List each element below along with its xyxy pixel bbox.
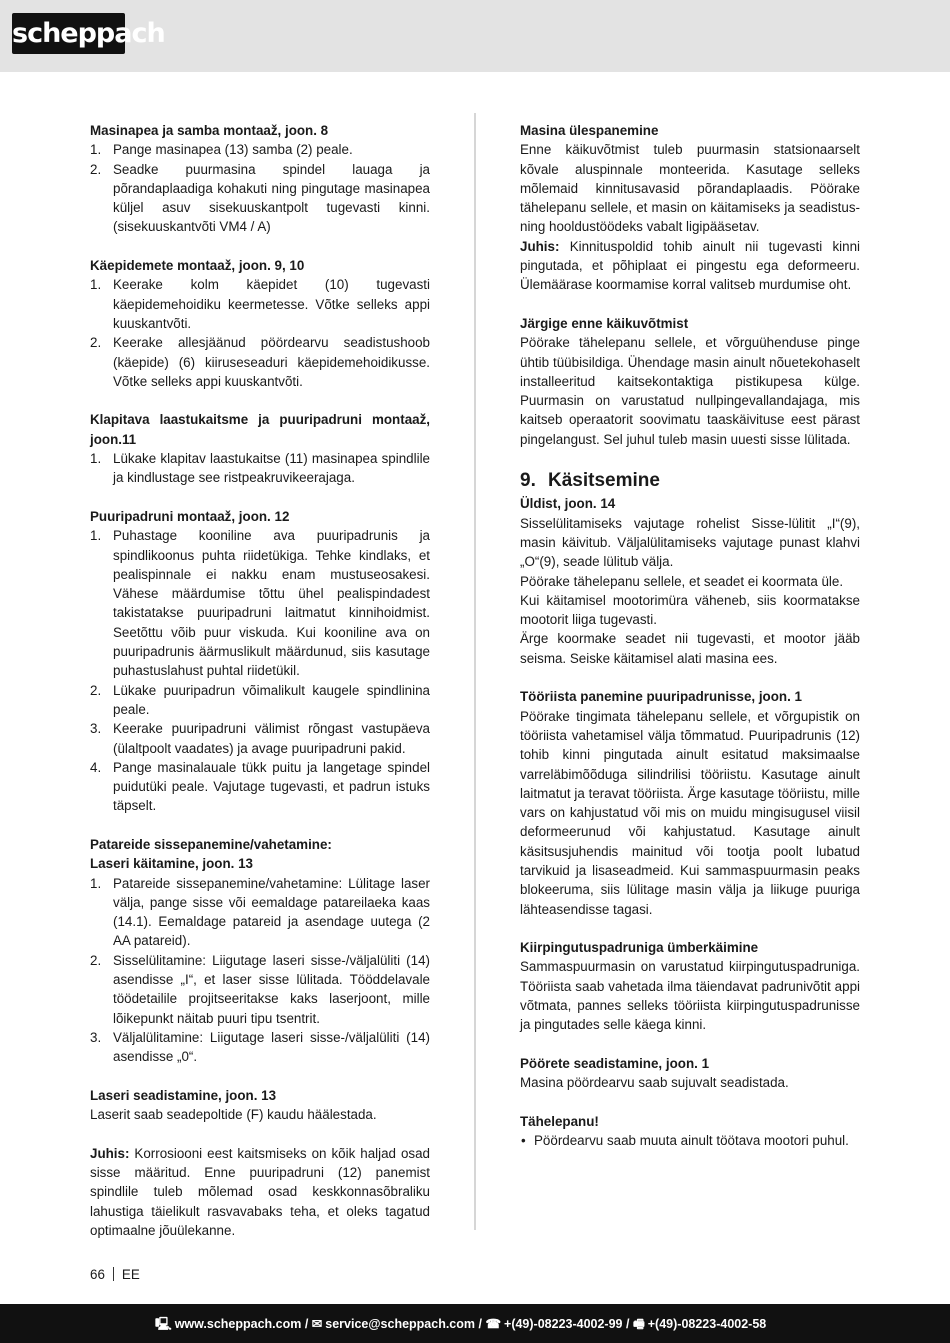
item-text: Pöördearvu saab muuta ainult töötava mootori puhul. (534, 1133, 849, 1149)
page-number (90, 1266, 140, 1284)
chapter-name: Käsitsemine (548, 470, 660, 492)
section-heading: Järgige enne käikuvõtmist (520, 315, 689, 331)
section-heading: Tööriista panemine puuripadrunisse, joon. 1 (520, 689, 802, 705)
left-column (90, 121, 430, 1240)
item-text: Väljalülitamine: Liigutage laseri sisse-/väljalüliti (14) asendisse „0“. (113, 1029, 430, 1065)
step-list (90, 526, 430, 815)
list-item (90, 275, 430, 333)
section-quick-chuck (520, 938, 860, 1034)
section-batteries-laser (90, 835, 430, 1067)
list-item (90, 1028, 430, 1067)
list-item (90, 449, 430, 488)
section-heading: Klapitava laastukaitsme ja puuripadruni montaaž, joon.11 (90, 412, 430, 447)
list-item (90, 758, 430, 816)
step-list (90, 140, 430, 236)
item-number: 2. (90, 952, 102, 968)
item-number: 1. (90, 142, 102, 158)
list-item (90, 160, 430, 237)
chapter-number: 9. (520, 470, 536, 492)
section-heading: Kiirpingutuspadruniga ümberkäimine (520, 940, 759, 956)
section-text: Pöörake tähelepanu sellele, et seadet ei koormata üle. (520, 573, 844, 589)
note-text: Kinnituspoldid tohib ainult nii tugevasti kinni pingutada, et põhiplaat ei pingestu ega deformeeru. Ülemäärase koormamise korral valitseb murdumise oht. (520, 238, 860, 293)
section-chip-guard (90, 410, 430, 487)
footer-fax: +(49)-08223-4002-58 (647, 1317, 767, 1331)
section-setup (520, 121, 860, 295)
section-heading: Käepidemete montaaž, joon. 9, 10 (90, 258, 305, 274)
section-subheading: Laseri käitamine, joon. 13 (90, 856, 253, 872)
header-bar (0, 0, 950, 72)
footer-web-link[interactable]: www.scheppach.com (174, 1317, 302, 1331)
list-item (90, 681, 430, 720)
section-attention (520, 1112, 860, 1151)
item-text: Pange masinapea (13) samba (2) peale. (113, 142, 353, 158)
item-text: Keerake allesjäänud pöördearvu seadistushoob (käepide) (6) kiiruseseaduri käepidemehoidikusse. Võtke selleks appi kuuskantvõti. (113, 335, 430, 389)
item-text: Sisselülitamine: Liigutage laseri sisse-/väljalüliti (14) asendisse „I“, et laser sisse lülitada. Tööddelavale töödetailile projitseeritakse kaks laserjoont, mille lõikepunkt näitab puuri tipu tsentrit. (113, 952, 430, 1026)
list-item (90, 140, 430, 159)
fax-icon: 🖷︎ (632, 1317, 645, 1331)
phone-icon: ☎︎ (485, 1317, 502, 1331)
language-code: EE (121, 1267, 140, 1282)
bullet-icon: • (521, 1133, 526, 1149)
step-list (90, 874, 430, 1067)
mail-icon: ✉︎ (311, 1317, 323, 1331)
chapter-title (520, 468, 860, 494)
section-text: Sisselülitamiseks vajutage rohelist Sisse-lülitit „I“(9), masin käivitub. Väljalülitamiseks vajutage punast klahvi „O“(9), seade lülitub välja. (520, 515, 860, 570)
step-list (90, 275, 430, 391)
item-text: Pange masinalauale tükk puitu ja langetage spindel puidutüki peale. Vajutage tugevasti, et padrun istuks täpselt. (113, 759, 430, 814)
section-heading: Masina ülespanemine (520, 123, 659, 138)
list-item (520, 1131, 860, 1150)
note-paragraph (90, 1144, 430, 1240)
section-text: Masina pöördearvu saab sujuvalt seadistada. (520, 1075, 789, 1091)
right-column (520, 121, 860, 1150)
column-divider (474, 113, 476, 1230)
step-list (90, 449, 430, 488)
section-text: Laserit saab seadepoltide (F) kaudu häälestada. (90, 1107, 377, 1123)
item-number: 4. (90, 759, 102, 775)
section-text: Enne käikuvõtmist tuleb puurmasin statsionaarselt kõvale aluspinnale monteerida. Kasutage selleks mõlemaid kinnitusavasid põrandaplaadis. Pöörake tähelepanu sellele, et masin on käitamiseks ja seadistus- ning hooldustöödeks vabalt ligipääsetav. (520, 142, 860, 235)
list-item (90, 951, 430, 1028)
section-before-start (520, 314, 860, 449)
section-heading: Puuripadruni montaaž, joon. 12 (90, 508, 290, 524)
page-number-value: 66 (90, 1267, 105, 1282)
section-heading: Patareide sissepanemine/vahetamine: (90, 836, 332, 852)
footer-phone: +(49)-08223-4002-99 (504, 1317, 623, 1331)
section-heading: Laseri seadistamine, joon. 13 (90, 1087, 277, 1103)
footer-separator: / (622, 1317, 633, 1331)
item-number: 2. (90, 682, 102, 698)
item-number: 2. (90, 335, 102, 351)
item-number: 1. (90, 277, 102, 293)
bullet-list (520, 1131, 860, 1150)
note-text: Korrosiooni eest kaitsmiseks on kõik haljad osad sisse määritud. Enne puuripadruni (12) panemist spindlile tuleb mõlemad osad keskkonnasõbraliku lahustiga täielikult rasvavabaks teha, et oleks tagatud optimaalne jõuülekanne. (90, 1145, 430, 1238)
section-laser-adjust (90, 1086, 430, 1125)
footer-separator: / (301, 1317, 312, 1331)
section-text: Pöörake tingimata tähelepanu sellele, et võrgupistik on tööriista vahetamisel välja tõmmatud. Puuripadrunis (12) tohib kinni pingutada ainult esitatud maksimaalse varreläbimõõduga silindrilisi tööriistu. Kasutage ainult laitmatut ja teravat tööriista. Ärge kasutage tööriistu, mille vars on kahjustatud või mis on muidu mingisugusel viisil deformeerunud või kahjustatud. Kasutage ainult käsitsusjuhendis mainitud või tootja poolt lubatud tarvikuid ja lisaseadmeid. Kui sammaspuurmasin peaks blokeeruma, siis lülitage masin välja ja liikuge puuriga lähteasendisse tagasi. (520, 708, 860, 917)
list-item (90, 333, 430, 391)
section-note (90, 1144, 430, 1240)
section-head-mount (90, 121, 430, 237)
note-paragraph (520, 237, 860, 295)
list-item (90, 526, 430, 680)
note-label: Juhis: (90, 1145, 130, 1161)
item-number: 2. (90, 161, 102, 177)
computer-icon: 🖳︎ (155, 1317, 172, 1331)
page-separator (113, 1267, 114, 1281)
item-number: 1. (90, 528, 102, 544)
item-number: 1. (90, 875, 102, 891)
section-heading: Üldist, joon. 14 (520, 496, 616, 512)
section-chuck-mount (90, 507, 430, 816)
item-text: Puhastage kooniline ava puuripadrunis ja spindlikoonus puhta riidetükiga. Tehke kindlaks, et pealispinnale ei nakku enam mustuseosakesi. Vähese määrdumise tõttu ühel pealispindadest takistatakse puuripadruni laitmatut kinnihoidmist. Seetõttu võib puur viskuda. Kui kooniline ava on puuripadrunis äärmuslikult määrdunud, siis kasutage puhastuslahust puhtal riidetükil. (113, 528, 430, 679)
item-text: Lükake puuripadrun võimalikult kaugele spindlinina peale. (113, 682, 430, 717)
section-heading: Masinapea ja samba montaaž, joon. 8 (90, 123, 329, 138)
item-text: Seadke puurmasina spindel lauaga ja põrandaplaadiga kohakuti ning pingutage masinapea küljel asuv sisekuuskantpolt tugevasti kinni. (sisekuuskantvõti VM4 / A) (113, 161, 430, 235)
section-text: Pöörake tähelepanu sellele, et võrguühenduse pinge ühtib tüübisildiga. Ühendage masin ainult nõuetekohaselt installeeritud kaitsekontaktiga pistikupesa külge. Puurmasin on varustatud nullpingevallandajaga, mis kaitseb operaatorit soovimatu taaskäivituse eest pärast pingelangust. Sel juhul tuleb masin uuesti sisse lülitada. (520, 335, 860, 447)
item-number: 3. (90, 721, 102, 737)
item-text: Keerake kolm käepidet (10) tugevasti käepidemehoidiku keermetesse. Võtke selleks appi kuuskantvõti. (113, 277, 430, 331)
item-text: Patareide sissepanemine/vahetamine: Lülitage laser välja, pange sisse või eemaldage patareilaeka kaas (14.1). Eemaldage patareid ja asendage uutega (2 AA patareid). (113, 875, 430, 949)
section-heading: Tähelepanu! (520, 1113, 599, 1129)
list-item (90, 719, 430, 758)
footer-contacts (155, 1316, 766, 1332)
section-speed (520, 1054, 860, 1093)
section-heading: Pöörete seadistamine, joon. 1 (520, 1055, 710, 1071)
section-text: Kui käitamisel mootorimüra väheneb, siis koormatakse mootorit liiga tugevasti. (520, 592, 860, 628)
section-text: Ärge koormake seadet nii tugevasti, et mootor jääb seisma. Seiske käitamisel alati masina ees. (520, 631, 860, 666)
item-number: 1. (90, 451, 102, 467)
list-item (90, 874, 430, 951)
section-general (520, 494, 860, 668)
item-text: Keerake puuripadruni välimist rõngast vastupäeva (ülaltpoolt vaadates) ja avage puuripadruni pakid. (113, 721, 430, 756)
footer-email-link[interactable]: service@scheppach.com (325, 1317, 476, 1331)
item-number: 3. (90, 1029, 102, 1045)
section-tool-insert (520, 687, 860, 919)
scheppach-logo: scheppach (12, 13, 125, 54)
section-handles (90, 256, 430, 391)
note-label: Juhis: (520, 238, 560, 254)
section-text: Sammaspuurmasin on varustatud kiirpingutuspadruniga. Tööriista saab vahetada ilma täiendavat padrunivõtit appi võtmata, pannes selleks tööriista kiirpingutuspadrunisse ja pingutades selle käega kinni. (520, 959, 860, 1033)
footer-separator: / (475, 1317, 486, 1331)
item-text: Lükake klapitav laastukaitse (11) masinapea spindlile ja kindlustage see ristpeakruvikeerajaga. (113, 451, 430, 486)
